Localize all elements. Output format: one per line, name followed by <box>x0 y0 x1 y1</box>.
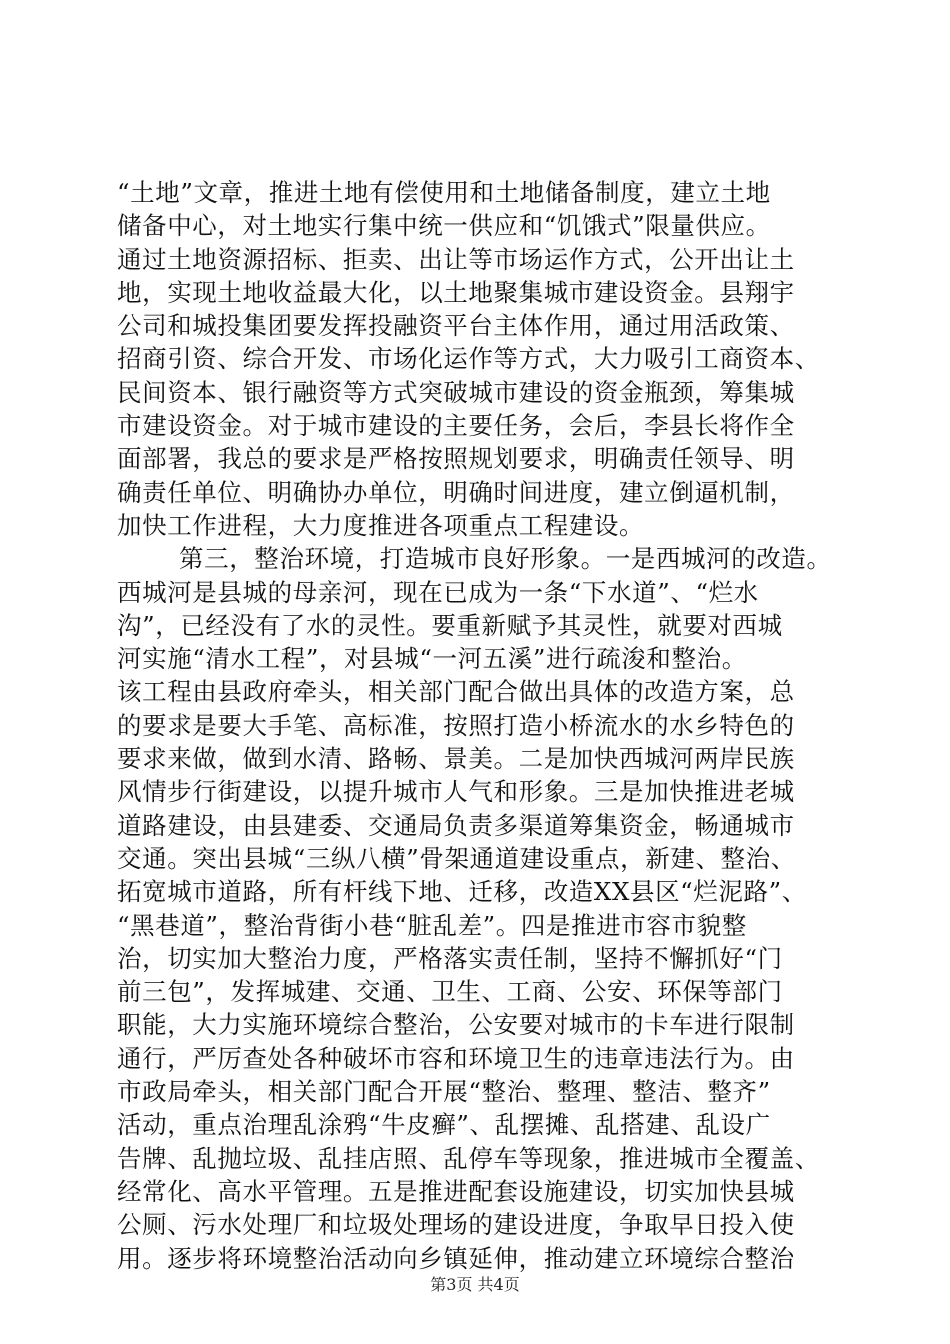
text-line: 告牌、乱抛垃圾、乱挂店照、乱停车等现象，推进城市全覆盖、 <box>117 1143 820 1173</box>
text-line: 公司和城投集团要发挥投融资平台主体作用，通过用活政策、 <box>117 311 795 341</box>
text-line: “土地”文章，推进土地有偿使用和土地储备制度，建立土地 <box>117 178 771 207</box>
text-line: 要求来做，做到水清、路畅、景美。二是加快西城河两岸民族 <box>117 744 795 774</box>
text-line: 职能，大力实施环境综合整治，公安要对城市的卡车进行限制 <box>117 1010 795 1040</box>
text-line: 储备中心，对土地实行集中统一供应和“饥饿式”限量供应。 <box>117 211 771 241</box>
text-line: 拓宽城市道路，所有杆线下地、迁移，改造XX县区“烂泥路”、 <box>117 877 807 907</box>
body-text <box>117 176 837 1275</box>
text-line: 民间资本、银行融资等方式突破城市建设的资金瓶颈，筹集城 <box>117 377 795 407</box>
text-line: 西城河是县城的母亲河，现在已成为一条“下水道”、“烂水 <box>117 577 759 607</box>
text-line: 治，切实加大整治力度，严格落实责任制，坚持不懈抓好“门 <box>117 943 783 973</box>
text-line: 河实施“清水工程”，对县城“一河五溪”进行疏浚和整治。 <box>117 644 747 674</box>
text-line: 风情步行街建设，以提升城市人气和形象。三是加快推进老城 <box>117 777 795 807</box>
text-line: 的要求是要大手笔、高标准，按照打造小桥流水的水乡特色的 <box>117 710 795 740</box>
text-line: 招商引资、综合开发、市场化运作等方式，大力吸引工商资本、 <box>117 344 820 374</box>
text-line: 市建设资金。对于城市建设的主要任务，会后，李县长将作全 <box>117 411 795 441</box>
text-line: 市政局牵头，相关部门配合开展“整治、整理、整洁、整齐” <box>117 1077 771 1107</box>
text-line: 该工程由县政府牵头，相关部门配合做出具体的改造方案，总 <box>117 677 795 707</box>
page-number-footer: 第3页 共4页 <box>430 1275 520 1294</box>
paragraph-start-line: 第三，整治环境，打造城市良好形象。一是西城河的改造。 <box>179 544 832 574</box>
text-line: 活动，重点治理乱涂鸦“牛皮癣”、乱摆摊、乱搭建、乱设广 <box>117 1110 771 1140</box>
text-line: 交通。突出县城“三纵八横”骨架通道建设重点，新建、整治、 <box>117 843 796 873</box>
text-line: 前三包”，发挥城建、交通、卫生、工商、公安、环保等部门 <box>117 977 783 1007</box>
text-line: 加快工作进程，大力度推进各项重点工程建设。 <box>117 510 645 540</box>
text-line: 公厕、污水处理厂和垃圾处理场的建设进度，争取早日投入使 <box>117 1210 795 1240</box>
text-line: “黑巷道”，整治背街小巷“脏乱差”。四是推进市容市貌整 <box>117 910 747 940</box>
text-line: 通过土地资源招标、拒卖、出让等市场运作方式，公开出让土 <box>117 244 795 274</box>
text-line: 面部署，我总的要求是严格按照规划要求，明确责任领导、明 <box>117 444 795 474</box>
text-line: 确责任单位、明确协办单位，明确时间进度，建立倒逼机制， <box>117 477 795 507</box>
text-line: 经常化、高水平管理。五是推进配套设施建设，切实加快县城 <box>117 1176 795 1206</box>
text-line: 通行，严厉查处各种破坏市容和环境卫生的违章违法行为。由 <box>117 1043 795 1073</box>
text-line: 用。逐步将环境整治活动向乡镇延伸，推动建立环境综合整治 <box>117 1243 795 1273</box>
text-line: 沟”，已经没有了水的灵性。要重新赋予其灵性，就要对西城 <box>117 610 783 640</box>
text-line: 道路建设，由县建委、交通局负责多渠道筹集资金，畅通城市 <box>117 810 795 840</box>
text-line: 地，实现土地收益最大化，以土地聚集城市建设资金。县翔宇 <box>117 277 795 307</box>
